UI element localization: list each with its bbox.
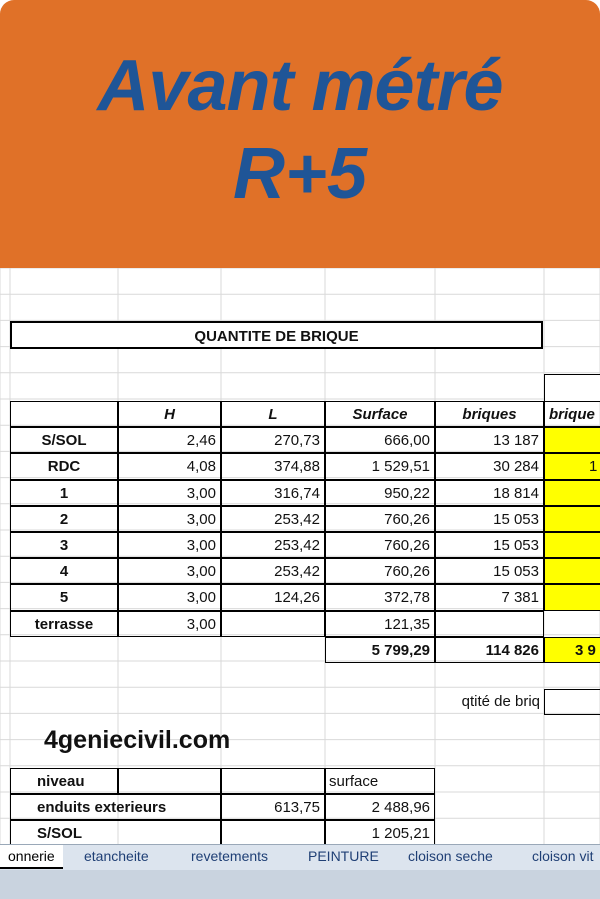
header-l[interactable]: L: [221, 401, 325, 427]
table2-header-niveau[interactable]: niveau: [10, 768, 118, 794]
sheet-tab[interactable]: etancheite: [84, 848, 149, 864]
row-l[interactable]: 374,88: [221, 453, 325, 479]
table2-row-label[interactable]: S/SOL: [10, 820, 221, 844]
row-surface[interactable]: 760,26: [325, 506, 435, 532]
header-surface[interactable]: Surface: [325, 401, 435, 427]
row-level[interactable]: RDC: [10, 453, 118, 479]
table2-row-label[interactable]: enduits exterieurs: [10, 794, 221, 820]
website-watermark: 4geniecivil.com: [44, 726, 231, 754]
row-briques[interactable]: 15 053: [435, 558, 544, 584]
total-extra[interactable]: 3 9: [544, 637, 600, 663]
row-level[interactable]: 5: [10, 584, 118, 610]
banner-title: Avant métré: [97, 46, 503, 126]
sheet-tab[interactable]: onnerie: [0, 845, 63, 869]
row-l[interactable]: 253,42: [221, 532, 325, 558]
row-h[interactable]: 4,08: [118, 453, 221, 479]
row-h[interactable]: 3,00: [118, 480, 221, 506]
row-level[interactable]: 2: [10, 506, 118, 532]
row-extra[interactable]: [544, 558, 600, 584]
row-h[interactable]: 2,46: [118, 427, 221, 453]
total-surface[interactable]: 5 799,29: [325, 637, 435, 663]
row-level[interactable]: 4: [10, 558, 118, 584]
spreadsheet-area[interactable]: [0, 268, 600, 844]
row-surface[interactable]: 1 529,51: [325, 453, 435, 479]
header-cell-blank[interactable]: [10, 401, 118, 427]
row-briques[interactable]: 18 814: [435, 480, 544, 506]
row-l[interactable]: 253,42: [221, 558, 325, 584]
row-l[interactable]: 124,26: [221, 584, 325, 610]
row-l[interactable]: 253,42: [221, 506, 325, 532]
row-extra[interactable]: 1: [544, 453, 600, 479]
table-title-cell[interactable]: QUANTITE DE BRIQUE: [10, 321, 543, 349]
sheet-tab[interactable]: cloison vit: [532, 848, 594, 864]
row-briques[interactable]: 7 381: [435, 584, 544, 610]
row-level[interactable]: 1: [10, 480, 118, 506]
sheet-tab[interactable]: PEINTURE: [308, 848, 379, 864]
table2-row-value[interactable]: [221, 820, 325, 844]
total-briques[interactable]: 114 826: [435, 637, 544, 663]
row-surface[interactable]: 760,26: [325, 558, 435, 584]
banner-subtitle: R+5: [232, 134, 368, 214]
row-h[interactable]: 3,00: [118, 506, 221, 532]
row-h[interactable]: 3,00: [118, 611, 221, 637]
row-h[interactable]: 3,00: [118, 532, 221, 558]
row-level[interactable]: S/SOL: [10, 427, 118, 453]
row-h[interactable]: 3,00: [118, 558, 221, 584]
table2-row-value[interactable]: 613,75: [221, 794, 325, 820]
row-extra[interactable]: [544, 506, 600, 532]
table2-row-surface[interactable]: 2 488,96: [325, 794, 435, 820]
table2-row-surface[interactable]: 1 205,21: [325, 820, 435, 844]
row-surface[interactable]: 372,78: [325, 584, 435, 610]
row-briques[interactable]: 30 284: [435, 453, 544, 479]
table2-header-blank[interactable]: [221, 768, 325, 794]
row-h[interactable]: 3,00: [118, 584, 221, 610]
qtite-value[interactable]: [544, 689, 600, 715]
table2-header-surface[interactable]: surface: [325, 768, 435, 794]
row-surface[interactable]: 121,35: [325, 611, 435, 637]
row-level[interactable]: 3: [10, 532, 118, 558]
row-surface[interactable]: 950,22: [325, 480, 435, 506]
row-briques[interactable]: 15 053: [435, 506, 544, 532]
header-briques[interactable]: briques: [435, 401, 544, 427]
header-cell-partial[interactable]: [544, 374, 600, 402]
sheet-tab-bar: [0, 844, 600, 871]
row-surface[interactable]: 760,26: [325, 532, 435, 558]
row-briques[interactable]: 15 053: [435, 532, 544, 558]
title-banner: [0, 0, 600, 268]
row-l[interactable]: 270,73: [221, 427, 325, 453]
row-level[interactable]: terrasse: [10, 611, 118, 637]
row-l[interactable]: 316,74: [221, 480, 325, 506]
header-h[interactable]: H: [118, 401, 221, 427]
table2-header-blank[interactable]: [118, 768, 221, 794]
row-extra[interactable]: [544, 480, 600, 506]
sheet-tab[interactable]: revetements: [191, 848, 269, 864]
header-briques-2[interactable]: brique: [544, 401, 600, 427]
row-briques[interactable]: [435, 611, 544, 637]
sheet-tab[interactable]: cloison seche: [408, 848, 493, 864]
status-bar: [0, 870, 600, 899]
row-surface[interactable]: 666,00: [325, 427, 435, 453]
row-l[interactable]: [221, 611, 325, 637]
qtite-label[interactable]: qtité de briq: [461, 693, 540, 711]
row-extra[interactable]: [544, 584, 600, 610]
row-extra[interactable]: [544, 532, 600, 558]
row-briques[interactable]: 13 187: [435, 427, 544, 453]
row-extra[interactable]: [544, 427, 600, 453]
